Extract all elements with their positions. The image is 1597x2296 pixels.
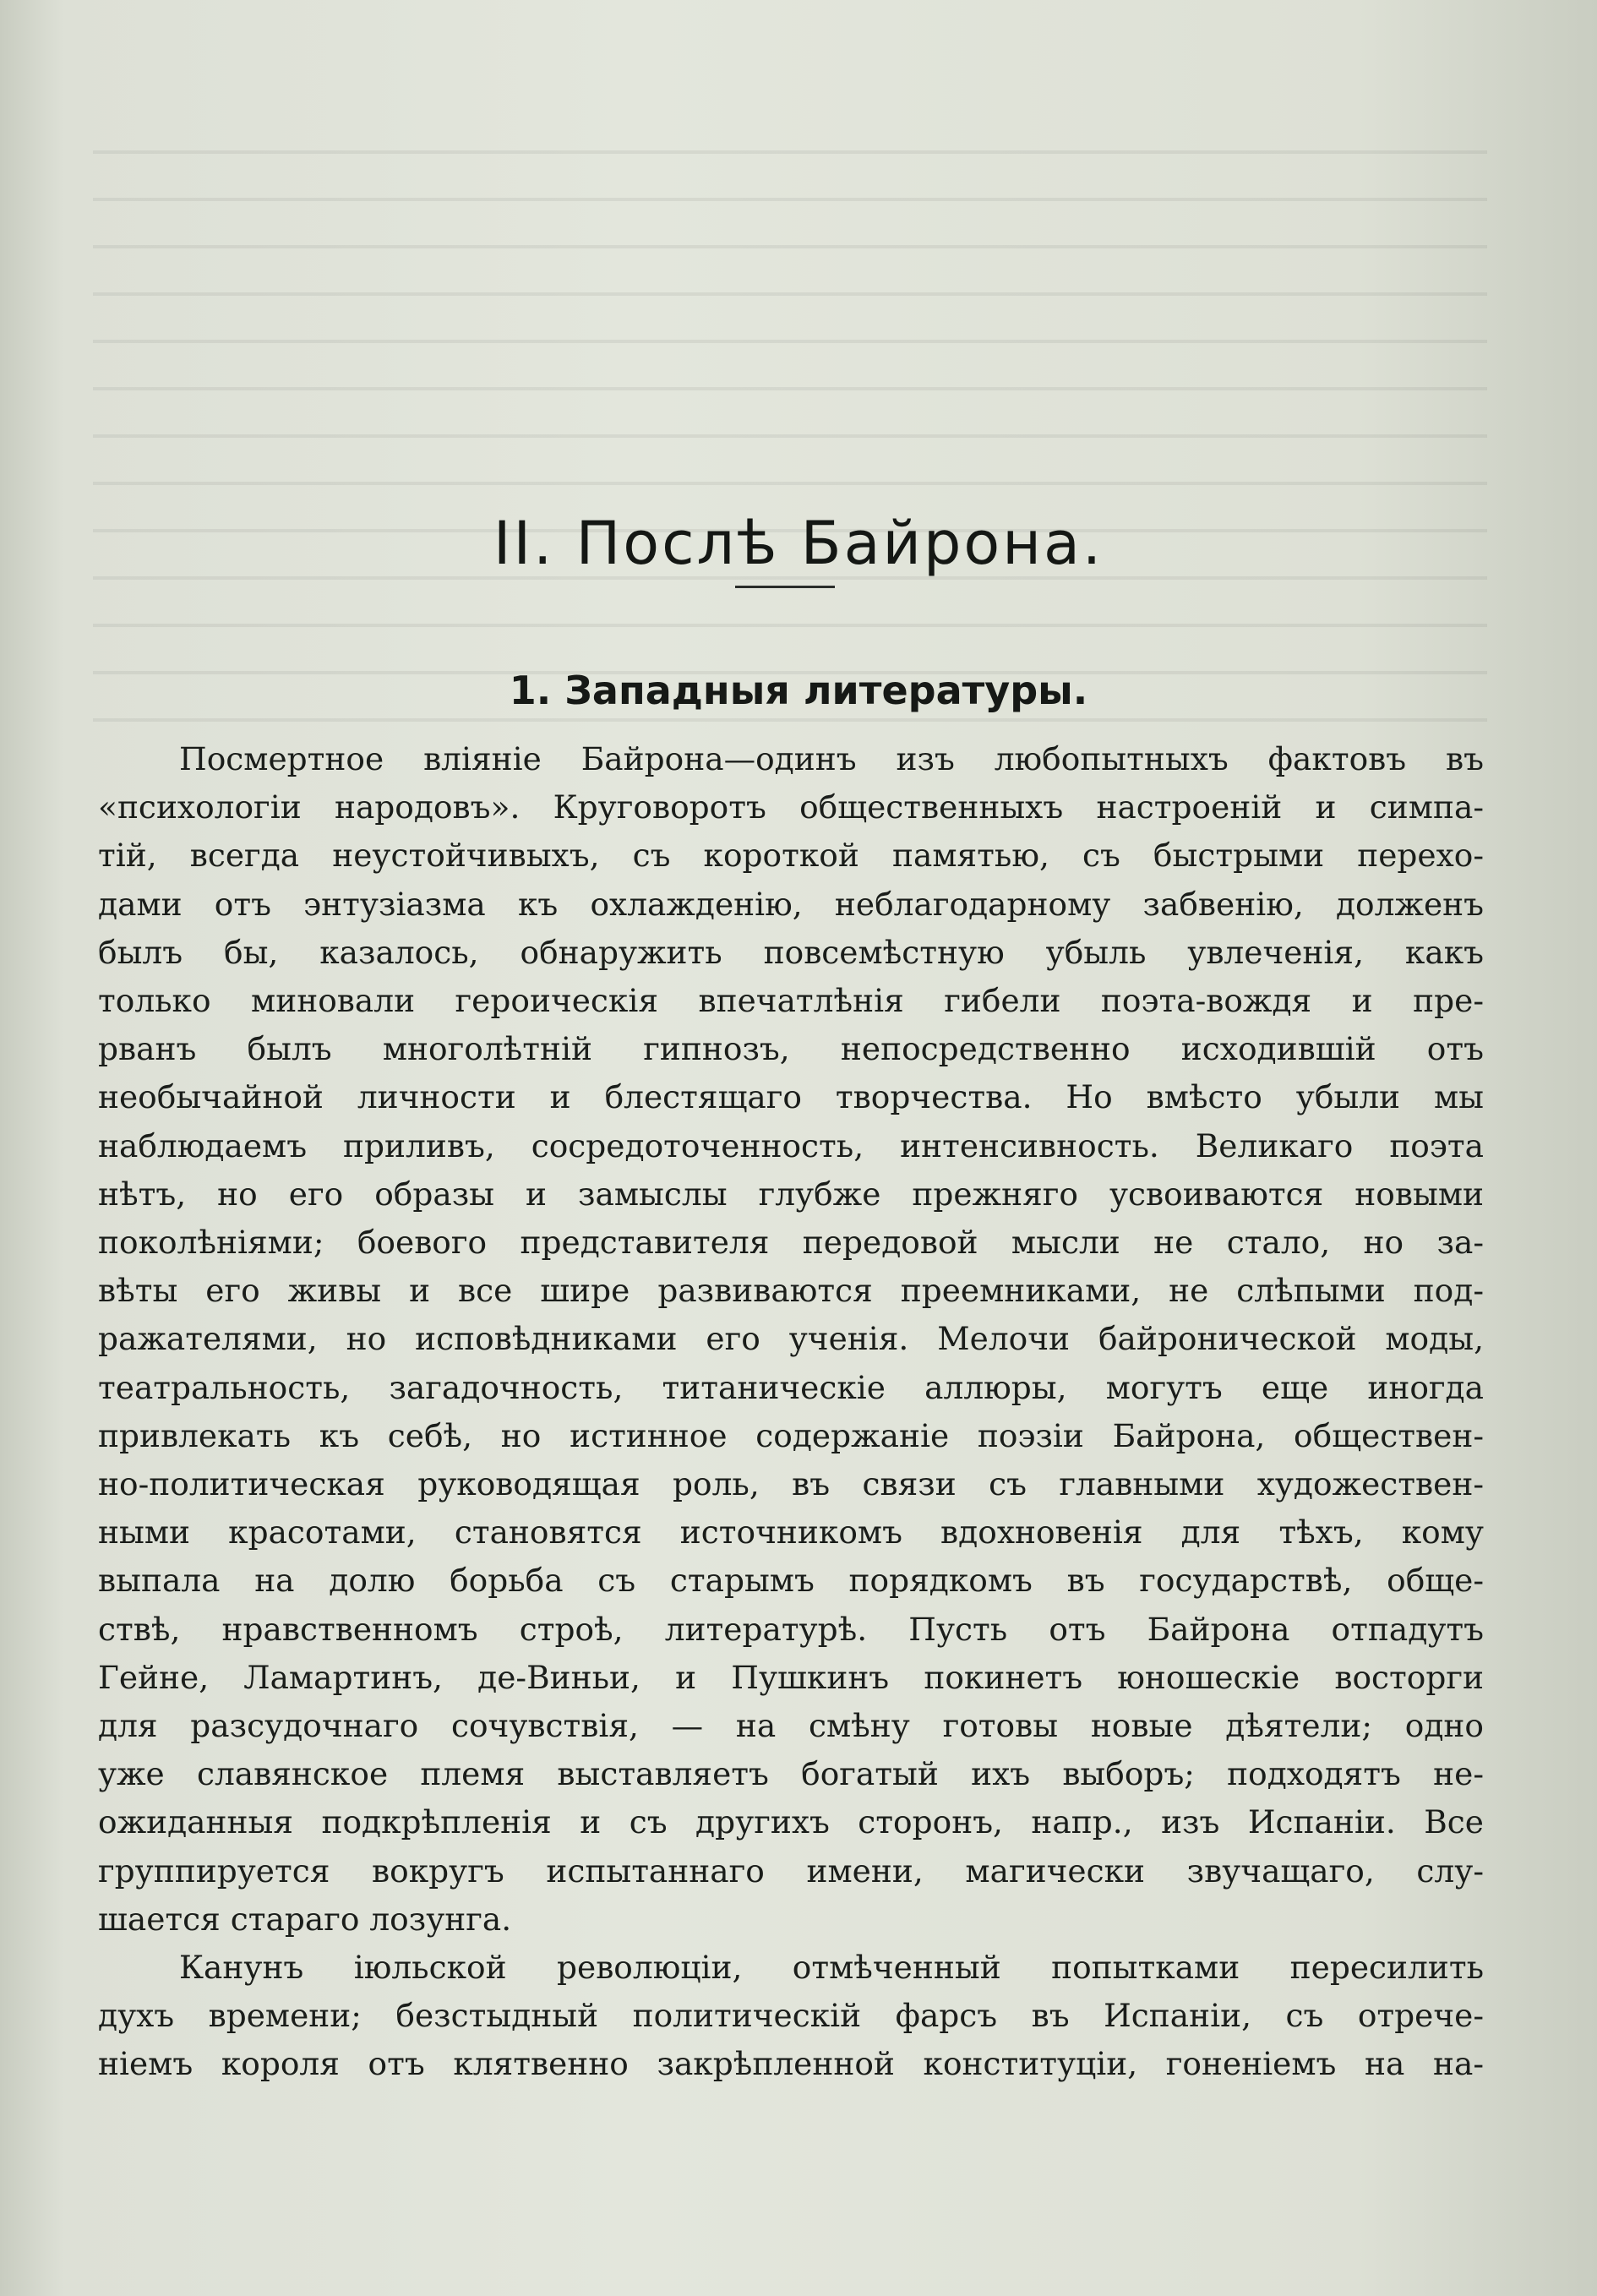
text-line: ожиданныя подкрѣпленія и съ другихъ сторонъ, напр., изъ Испаніи. Все bbox=[98, 1803, 1484, 1841]
text-line: Посмертное вліяніе Байрона—одинъ изъ любопытныхъ фактовъ въ bbox=[179, 740, 1484, 777]
text-line: Канунъ іюльской революціи, отмѣченный попытками пересилить bbox=[179, 1949, 1484, 1987]
text-line: ными красотами, становятся источникомъ вдохновенія для тѣхъ, кому bbox=[98, 1513, 1484, 1552]
text-line: рванъ былъ многолѣтній гипнозъ, непосредственно исходившій отъ bbox=[98, 1030, 1484, 1068]
text-line: наблюдаемъ приливъ, сосредоточенность, интенсивность. Великаго поэта bbox=[98, 1126, 1484, 1164]
text-line: вѣты его живы и все шире развиваются преемниками, не слѣпыми под- bbox=[98, 1272, 1484, 1310]
text-line: ніемъ короля отъ клятвенно закрѣпленной конституціи, гоненіемъ на на- bbox=[98, 2045, 1484, 2083]
text-line: «психологіи народовъ». Круговоротъ общественныхъ настроеній и симпа- bbox=[98, 788, 1484, 826]
text-line: ражателями, но исповѣдниками его ученія. Мелочи байронической моды, bbox=[98, 1320, 1484, 1358]
text-line: тій, всегда неустойчивыхъ, съ короткой памятью, съ быстрыми перехо- bbox=[98, 837, 1484, 875]
text-line: духъ времени; безстыдный политическій фарсъ въ Испаніи, съ отрече- bbox=[98, 1997, 1484, 2035]
text-line: нѣтъ, но его образы и замыслы глубже прежняго усвоиваются новыми bbox=[98, 1175, 1484, 1213]
text-line: выпала на долю борьба съ старымъ порядкомъ въ государствѣ, обще- bbox=[98, 1562, 1484, 1600]
text-line: группируется вокругъ испытаннаго имени, магически звучащаго, слу- bbox=[98, 1852, 1484, 1890]
text-line: привлекать къ себѣ, но истинное содержаніе поэзіи Байрона, обществен- bbox=[98, 1416, 1484, 1454]
text-line: Гейне, Ламартинъ, де-Виньи, и Пушкинъ покинетъ юношескіе восторги bbox=[98, 1658, 1484, 1696]
title-divider bbox=[735, 586, 835, 588]
text-line: былъ бы, казалось, обнаружить повсемѣстную убыль увлеченія, какъ bbox=[98, 933, 1484, 971]
text-line: поколѣніями; боевого представителя передовой мысли не стало, но за- bbox=[98, 1224, 1484, 1262]
section-title: 1. Западныя литературы. bbox=[509, 668, 1088, 714]
text-line: необычайной личности и блестящаго творчества. Но вмѣсто убыли мы bbox=[98, 1078, 1484, 1116]
text-line: для разсудочнаго сочувствія, — на смѣну готовы новые дѣятели; одно bbox=[98, 1707, 1484, 1745]
text-line: театральность, загадочность, титаническіе аллюры, могутъ еще иногда bbox=[98, 1368, 1484, 1406]
body-text bbox=[98, 735, 1484, 2089]
text-line: но-политическая руководящая роль, въ связи съ главными художествен- bbox=[98, 1465, 1484, 1503]
text-line: уже славянское племя выставляетъ богатый ихъ выборъ; подходятъ не- bbox=[98, 1755, 1484, 1793]
text-line: только миновали героическія впечатлѣнія гибели поэта-вождя и пре- bbox=[98, 982, 1484, 1020]
chapter-title: II. Послѣ Байрона. bbox=[493, 508, 1104, 578]
text-line: ствѣ, нравственномъ строѣ, литературѣ. Пусть отъ Байрона отпадутъ bbox=[98, 1610, 1484, 1648]
text-line: шается стараго лозунга. bbox=[98, 1900, 512, 1938]
bleed-through-text bbox=[93, 118, 1487, 761]
text-line: дами отъ энтузіазма къ охлажденію, неблагодарному забвенію, долженъ bbox=[98, 885, 1484, 923]
